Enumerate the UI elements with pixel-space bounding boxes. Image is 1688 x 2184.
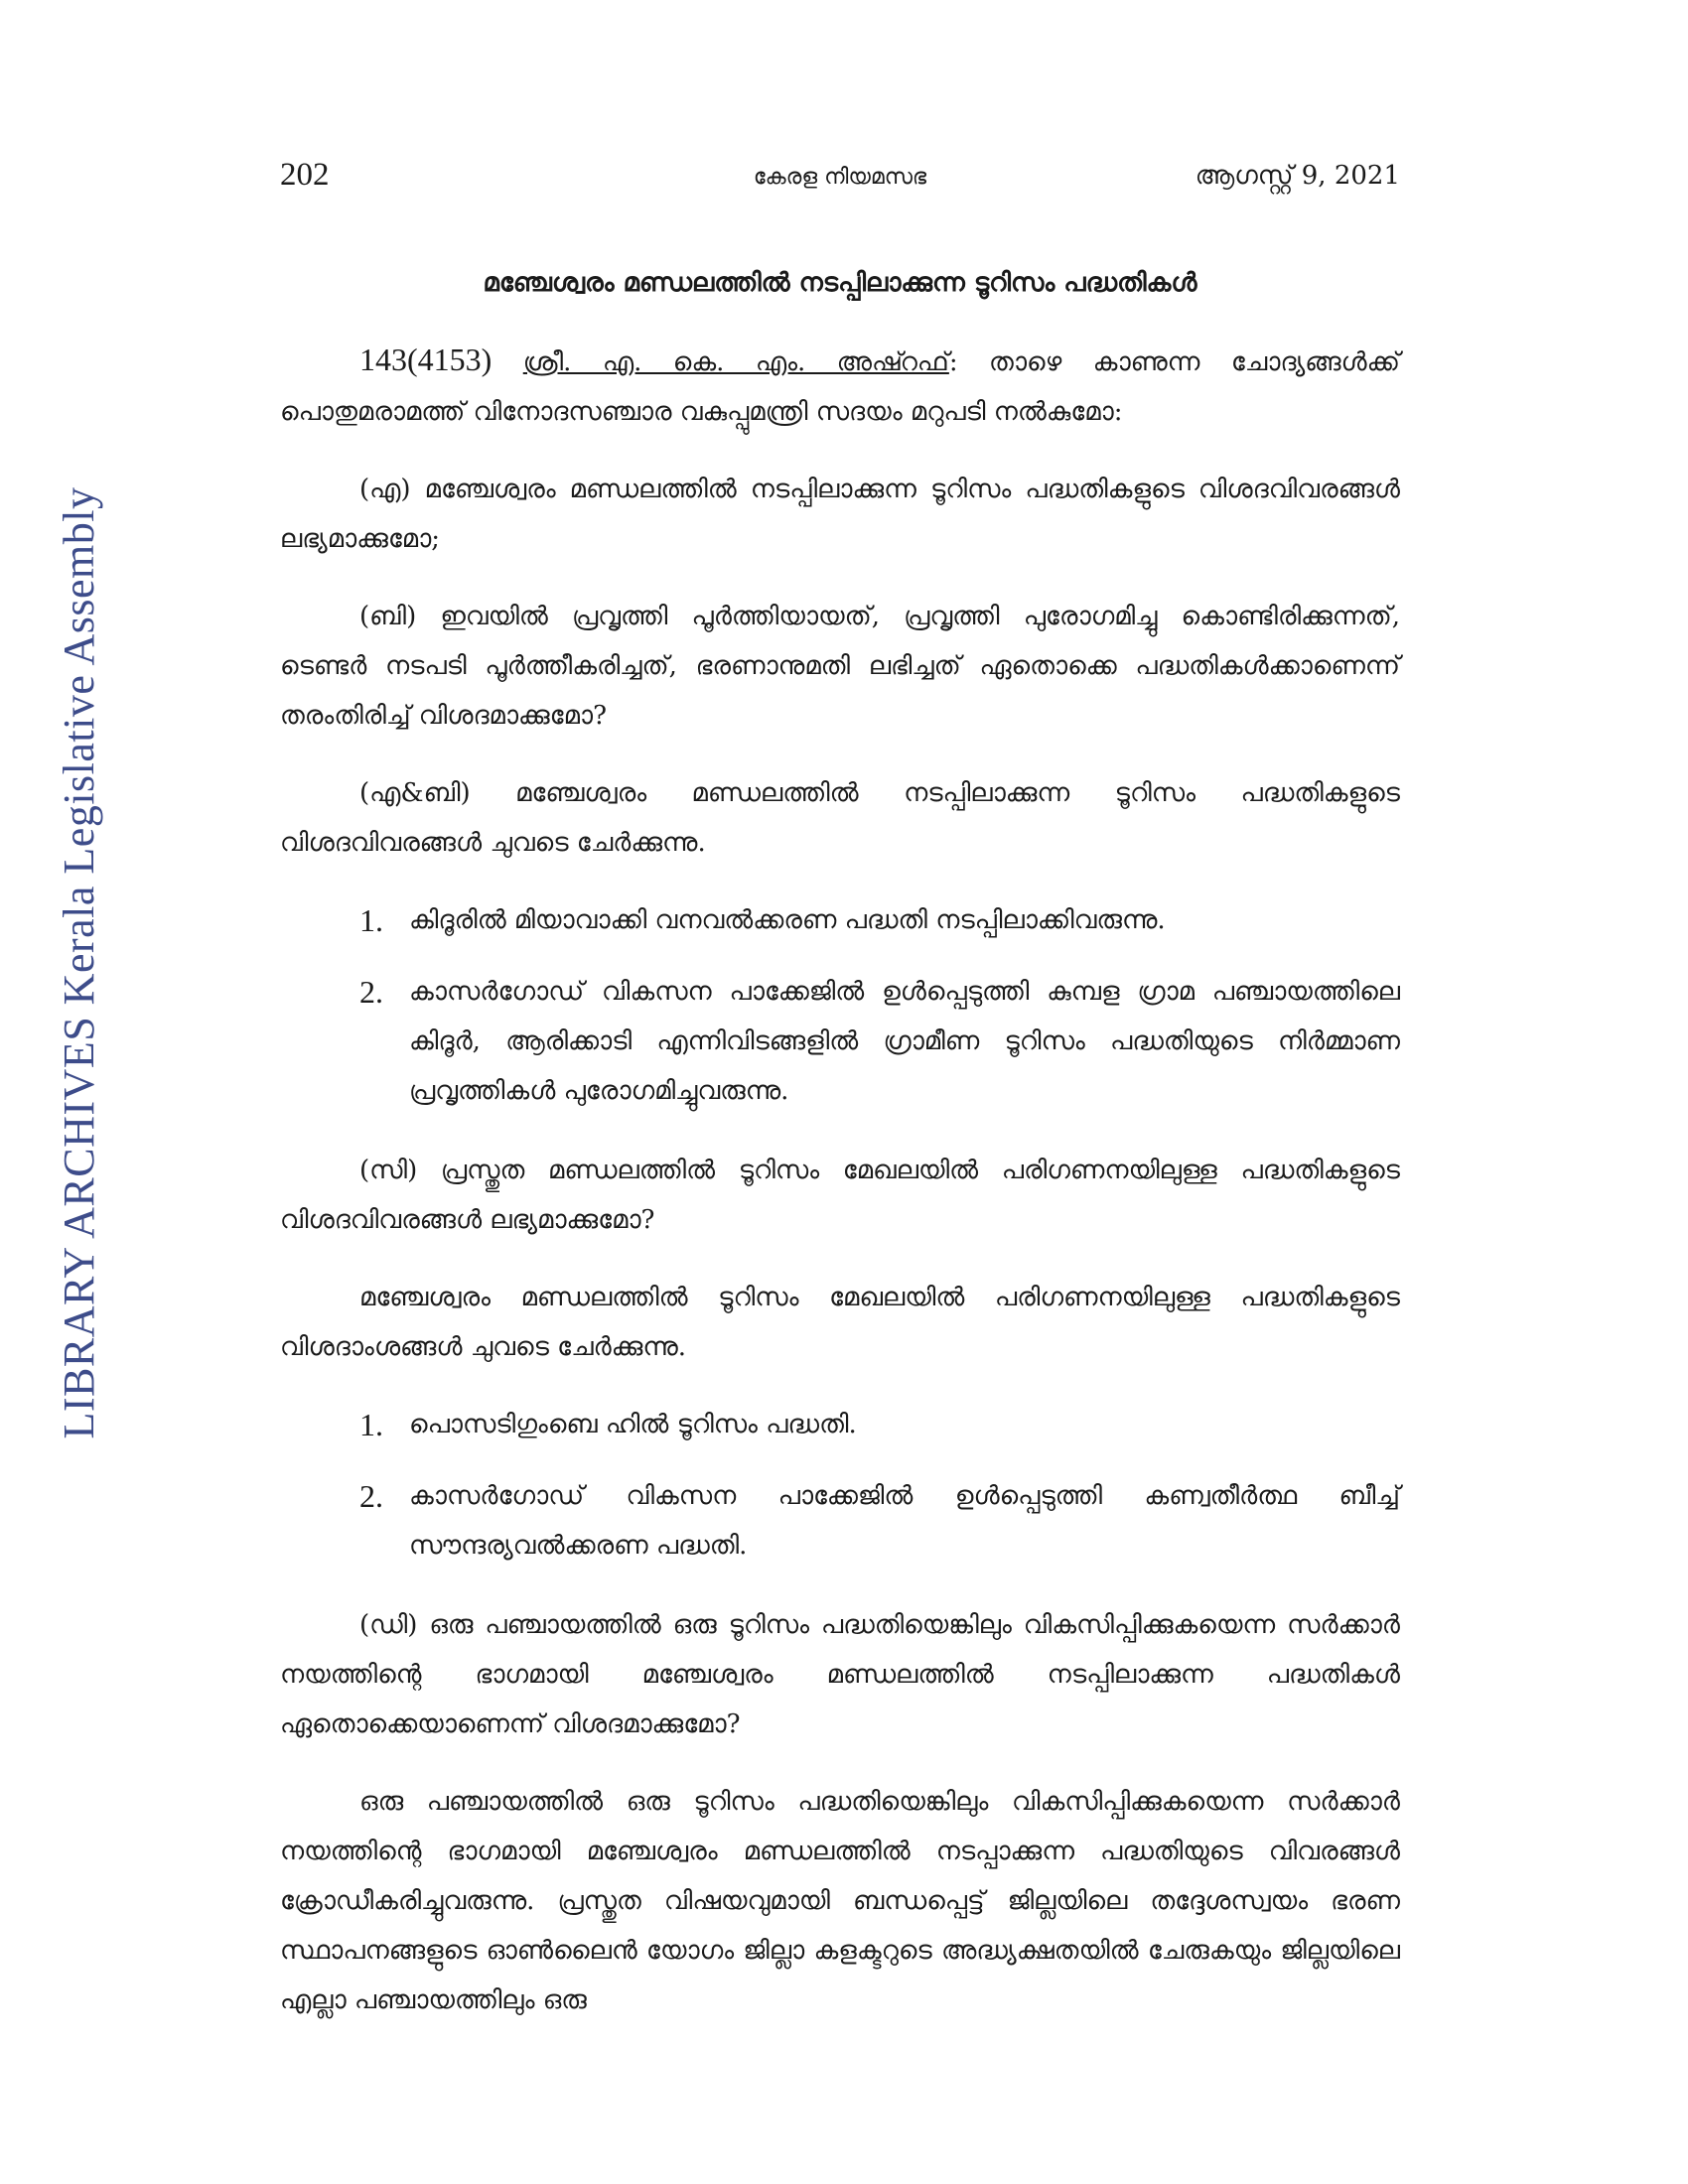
- header-date: ആഗസ്റ്റ് 9, 2021: [1195, 161, 1400, 191]
- question-intro: [280, 335, 1400, 437]
- question-b: (ബി) ഇവയിൽ പ്രവൃത്തി പൂർത്തിയായത്, പ്രവൃത്തി പുരോഗമിച്ചു കൊണ്ടിരിക്കുന്നത്, ടെണ്ടർ നടപടി പൂർത്തീകരിച്ചത്, ഭരണാനുമതി ലഭിച്ചത് ഏതൊക്കെ പദ്ധതികൾക്കാണെന്ന് തരംതിരിച്ച് വിശദമാക്കുമോ?: [280, 602, 1400, 731]
- answer-ab: (എ&ബി) മഞ്ചേശ്വരം മണ്ഡലത്തിൽ നടപ്പിലാക്കുന്ന ടൂറിസം പദ്ധതികളുടെ വിശദവിവരങ്ങൾ ചുവടെ ചേർക്കുന്നു.: [280, 778, 1400, 858]
- list-item-text: പൊസടിഗുംബെ ഹിൽ ടൂറിസം പദ്ധതി.: [409, 1410, 857, 1439]
- list-item-number: 1.: [359, 902, 383, 938]
- question-title: മഞ്ചേശ്വരം മണ്ഡലത്തിൽ നടപ്പിലാക്കുന്ന ടൂറിസം പദ്ധതികൾ: [483, 268, 1197, 298]
- page-number: 202: [280, 157, 330, 193]
- answer-c-list: [280, 1400, 1400, 1570]
- question-c: (സി) പ്രസ്തുത മണ്ഡലത്തിൽ ടൂറിസം മേഖലയിൽ പരിഗണനയിലുള്ള പദ്ധതികളുടെ വിശദവിവരങ്ങൾ ലഭ്യമാക്കുമോ?: [280, 1156, 1400, 1235]
- list-item: [280, 1400, 1400, 1449]
- list-item: [280, 1471, 1400, 1570]
- list-item-number: 2.: [359, 974, 383, 1010]
- list-item-text: കിദൂരിൽ മിയാവാക്കി വനവൽക്കരണ പദ്ധതി നടപ്പിലാക്കിവരുന്നു.: [409, 905, 1166, 935]
- answer-ab-list: [280, 895, 1400, 1116]
- list-item-text: കാസർഗോഡ് വികസന പാക്കേജിൽ ഉൾപ്പെടുത്തി കണ്വതീർത്ഥ ബീച്ച് സൗന്ദര്യവൽക്കരണ പദ്ധതി.: [409, 1481, 1400, 1561]
- answer-d: ഒരു പഞ്ചായത്തിൽ ഒരു ടൂറിസം പദ്ധതിയെങ്കിലും വികസിപ്പിക്കുകയെന്ന സർക്കാർ നയത്തിന്റെ ഭാഗമായി മഞ്ചേശ്വരം മണ്ഡലത്തിൽ നടപ്പാക്കുന്ന പദ്ധതിയുടെ വിവരങ്ങൾ ക്രോഡീകരിച്ചുവരുന്നു. പ്രസ്തുത വിഷയവുമായി ബന്ധപ്പെട്ട് ജില്ലയിലെ തദ്ദേശസ്വയം ഭരണ സ്ഥാപനങ്ങളുടെ ഓൺലൈൻ യോഗം ജില്ലാ കളക്ടറുടെ അദ്ധ്യക്ഷതയിൽ ചേരുകയും ജില്ലയിലെ എല്ലാ പഞ്ചായത്തിലും ഒരു: [280, 1787, 1400, 2015]
- list-item: [280, 895, 1400, 945]
- answer-c: മഞ്ചേശ്വരം മണ്ഡലത്തിൽ ടൂറിസം മേഖലയിൽ പരിഗണനയിലുള്ള പദ്ധതികളുടെ വിശദാംശങ്ങൾ ചുവടെ ചേർക്കുന്നു.: [280, 1283, 1400, 1362]
- member-name: ശ്രീ. എ. കെ. എം. അഷ്റഫ്: [522, 347, 949, 377]
- list-item-number: 2.: [359, 1478, 383, 1514]
- archive-watermark: LIBRARY ARCHIVES Kerala Legislative Assembly: [55, 486, 103, 1439]
- list-item-number: 1.: [359, 1407, 383, 1442]
- question-a: (എ) മഞ്ചേശ്വരം മണ്ഡലത്തിൽ നടപ്പിലാക്കുന്ന ടൂറിസം പദ്ധതികളുടെ വിശദവിവരങ്ങൾ ലഭ്യമാക്കുമോ;: [280, 475, 1400, 554]
- question-d: (ഡി) ഒരു പഞ്ചായത്തിൽ ഒരു ടൂറിസം പദ്ധതിയെങ്കിലും വികസിപ്പിക്കുകയെന്ന സർക്കാർ നയത്തിന്റെ ഭാഗമായി മഞ്ചേശ്വരം മണ്ഡലത്തിൽ നടപ്പിലാക്കുന്ന പദ്ധതികൾ ഏതൊക്കെയാണെന്ന് വിശദമാക്കുമോ?: [280, 1610, 1400, 1739]
- page-header: [280, 157, 1400, 206]
- header-assembly-name: കേരള നിയമസഭ: [753, 165, 927, 190]
- question-number: 143(4153): [359, 341, 492, 377]
- list-item-text: കാസർഗോഡ് വികസന പാക്കേജിൽ ഉൾപ്പെടുത്തി കുമ്പള ഗ്രാമ പഞ്ചായത്തിലെ കിദൂർ, ആരിക്കാടി എന്നിവിടങ്ങളിൽ ഗ്രാമീണ ടൂറിസം പദ്ധതിയുടെ നിർമ്മാണ പ്രവൃത്തികൾ പുരോഗമിച്ചുവരുന്നു.: [409, 977, 1400, 1106]
- question-intro-text: : താഴെ കാണുന്ന ചോദ്യങ്ങൾക്ക് പൊതുമരാമത്ത് വിനോദസഞ്ചാര വകുപ്പുമന്ത്രി സദയം മറുപടി നൽകുമോ:: [280, 347, 1400, 427]
- document-body: [280, 268, 1400, 2025]
- list-item: [280, 967, 1400, 1116]
